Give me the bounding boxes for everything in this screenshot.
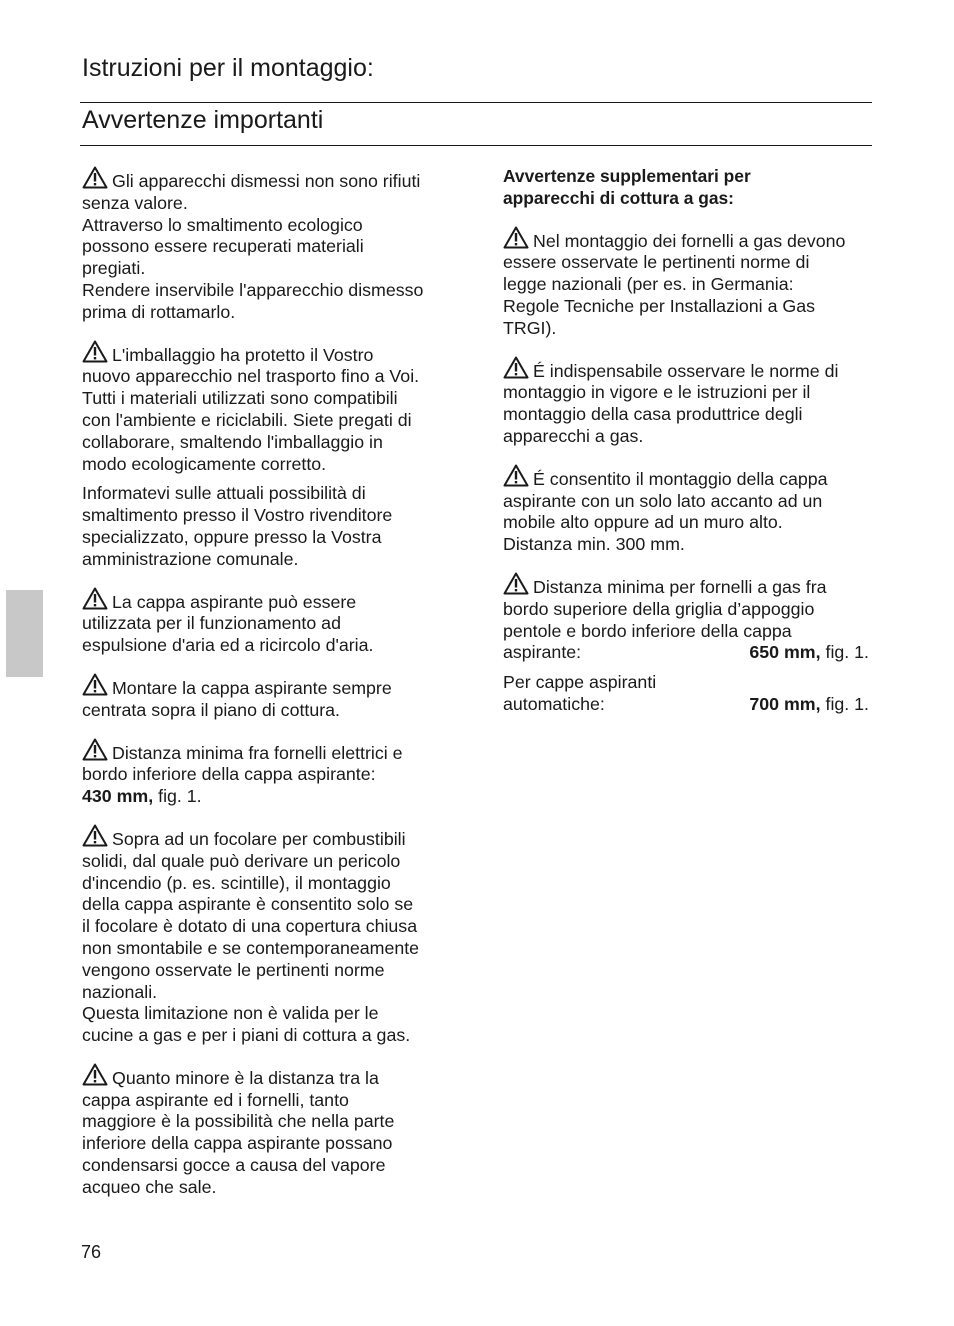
figure-reference: fig. 1. [825,693,869,714]
gas-distance-value: 650 mm, [749,642,821,663]
warning-triangle-icon [82,587,108,610]
warning-gas-distance: Distanza minima per fornelli a gas fra bordo superiore della griglia d’appoggio pentole e bordo inferiore della cappa aspirante: 650 mm, fig. 1. [503,572,875,664]
warning-centered-mounting: Montare la cappa aspirante sempre centrata sopra il piano di cottura. [82,673,454,722]
warning-triangle-icon [503,572,529,595]
warning-operation-modes: La cappa aspirante può essere utilizzata per il funzionamento ad espulsione d'aria ed a ricircolo d'aria. [82,587,454,657]
electric-distance-value: 430 mm, [82,786,154,807]
chapter-tab-marker [6,590,43,677]
header-divider-top [80,102,872,103]
section-title: Avvertenze importanti [82,106,324,134]
info-disposal-options: Informatevi sulle attuali possibilità di smaltimento presso il Vostro rivenditore specializzato, oppure presso la Vostra amministrazione comunale. [82,483,393,569]
warning-triangle-icon [82,673,108,696]
left-column [82,166,454,1215]
header-divider-bottom [80,145,872,146]
page-title: Istruzioni per il montaggio: [82,54,374,82]
warning-triangle-icon [503,226,529,249]
warning-mounting-standards: É indispensabile osservare le norme di montaggio in vigore e le istruzioni per il montaggio della casa produttrice degli apparecchi a gas. [503,356,875,448]
warning-triangle-icon [82,738,108,761]
warning-triangle-icon [503,356,529,379]
warning-triangle-icon [503,464,529,487]
warning-solid-fuel: Sopra ad un focolare per combustibili solidi, dal quale può derivare un pericolo d'incendio (p. es. scintille), il montaggio della cappa aspirante è consentito solo se il focolare è dotato di una copertura chiusa non smontabile e se contemporaneamente vengono osservate le pertinenti norme nazionali. Questa limitazione non è valida per le cucine a gas e per i piani di cottura a gas. [82,824,454,1047]
warning-triangle-icon [82,166,108,189]
page-number: 76 [81,1242,102,1262]
warning-side-clearance: É consentito il montaggio della cappa aspirante con un solo lato accanto ad un mobile alto oppure ad un muro alto. Distanza min. 300 mm. [503,464,875,556]
warning-electric-distance: Distanza minima fra fornelli elettrici e bordo inferiore della cappa aspirante: 430 mm, fig. 1. [82,738,454,808]
warning-triangle-icon [82,340,108,363]
warning-triangle-icon [82,1063,108,1086]
automatic-distance-row: automatiche: 700 mm, fig. 1. [503,693,869,714]
warning-gas-regulations: Nel montaggio dei fornelli a gas devono essere osservate le pertinenti norme di legge nazionali (per es. in Germania: Regole Tecniche per Installazioni a Gas TRGI). [503,226,875,340]
automatic-distance-value: 700 mm, [749,693,821,714]
warning-disposal: Gli apparecchi dismessi non sono rifiuti senza valore. Attraverso lo smaltimento ecologico possono essere recuperati materiali pregiati. Rendere inservibile l'apparecchio dismesso prima di rottamarlo. [82,166,454,324]
right-column [503,166,875,732]
automatic-hoods-distance: Per cappe aspiranti automatiche: 700 mm, fig. 1. [503,672,869,714]
warning-packaging: L'imballaggio ha protetto il Vostro nuovo apparecchio nel trasporto fino a Voi. Tutti i materiali utilizzati sono compatibili con l'ambiente e riciclabili. Siete pregati di collaborare, smaltendo l'imballaggio in modo ecologicamente corretto. [82,340,454,476]
gas-appliances-heading: Avvertenze supplementari per apparecchi di cottura a gas: [503,166,751,208]
warning-condensation: Quanto minore è la distanza tra la cappa aspirante ed i fornelli, tanto maggiore è la possibilità che nella parte inferiore della cappa aspirante possano condensarsi gocce a causa del vapore acqueo che sale. [82,1063,454,1199]
warning-triangle-icon [82,824,108,847]
figure-reference: fig. 1. [158,786,202,807]
figure-reference: fig. 1. [825,642,869,663]
gas-distance-row: aspirante: 650 mm, fig. 1. [503,642,869,663]
